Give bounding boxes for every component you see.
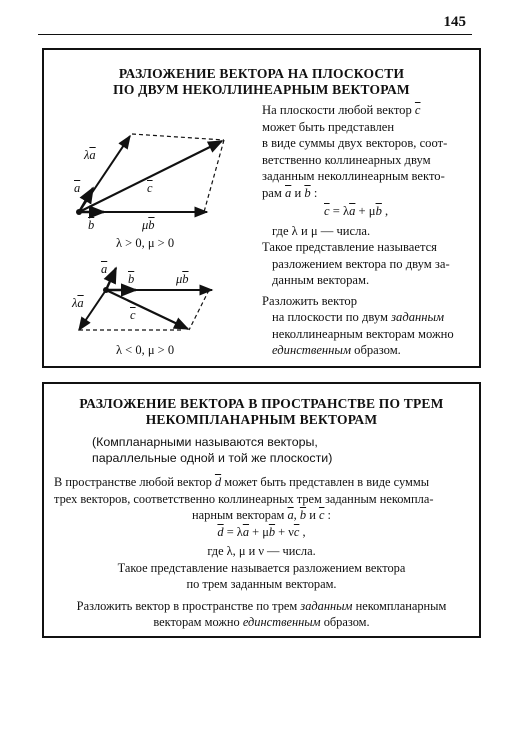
label-a-2: $\overline{a}$ [101,262,108,276]
space-decomposition-box [42,382,481,638]
origin-point-2 [103,287,109,293]
s2-repr-line-1: Такое представление называется разложением вектора [117,560,406,575]
repr-line-1: Такое представление называется [262,240,437,254]
s2-line-3: нарным векторам $\overline{a}$, $\overline{b}$ и $\overline{c}$ : [192,508,331,522]
section2-title [44,396,479,428]
decomp-line-4: единственным образом. [272,343,401,357]
page-number: 145 [443,14,466,30]
section1-title-line2: ПО ДВУМ НЕКОЛЛИНЕАРНЫМ ВЕКТОРАМ [113,82,410,97]
section1-title-line1: РАЗЛОЖЕНИЕ ВЕКТОРА НА ПЛОСКОСТИ [118,66,405,81]
label-c: $\overline{c}$ [147,181,153,195]
s2-decomp-line-2: векторам можно единственным образом. [153,615,370,629]
label-a: $\overline{a}$ [74,181,81,195]
formula-space: $\overline{d} = \lambda\overline{a} + \mu\overline{b} + \nu\overline{c}$ , [217,524,306,539]
decomp-line-2: на плоскости по двум заданным [272,310,445,324]
vector-c-2 [106,290,188,329]
dashed-right-side [204,140,224,212]
plane-decomposition-box [42,48,481,368]
caption-negative: λ < 0, μ > 0 [116,343,175,357]
note-line-1: (Компланарными называются векторы, [92,435,318,449]
text-line-6: рам $\overline{a}$ и $\overline{b}$ : [262,185,318,200]
header-rule [38,34,472,35]
label-c-2: $\overline{c}$ [130,308,136,322]
where-line-space: где λ, μ и ν — числа. [207,544,316,558]
s2-line-1: В пространстве любой вектор $\overline{d}$ может быть представлен в виде суммы [54,475,430,489]
decomp-line-3: неколлинеарным векторам можно [272,326,454,341]
section2-title-line2: НЕКОМПЛАНАРНЫМ ВЕКТОРАМ [145,412,378,427]
section2-text [54,474,469,631]
repr-line-2: разложением вектора по двум за- [272,256,450,271]
text-line-5: заданным неколлинеарным векто- [262,169,445,183]
section1-text [262,102,474,359]
text-line-1: На плоскости любой вектор $\overline{c}$ [262,103,421,117]
text-line-3: в виде суммы двух векторов, соот- [262,136,448,150]
dashed-right-side-2 [189,290,209,330]
dashed-top-side [132,134,224,140]
diagram-negative-lambda [64,262,264,352]
note-line-2: параллельные одной и той же плоскости) [92,451,333,465]
section1-title [44,66,479,98]
where-line-plane: где λ и μ — числа. [272,223,371,238]
section2-title-line1: РАЗЛОЖЕНИЕ ВЕКТОРА В ПРОСТРАНСТВЕ ПО ТРЕМ [79,396,444,411]
coplanar-note [92,434,332,466]
label-lambda-a-2: $\lambda\overline{a}$ [72,296,84,310]
text-line-4: ветственно коллинеарных двум [262,152,431,167]
formula-plane: $\overline{c} = \lambda\overline{a} + \mu\overline{b}$ , [324,204,389,218]
label-b-2: $\overline{b}$ [128,272,135,286]
decomp-line-1: Разложить вектор [262,293,358,308]
label-mu-b: $\mu\overline{b}$ [142,218,155,232]
s2-repr-line-2: по трем заданным векторам. [186,577,337,591]
text-line-2: может быть представлен [262,119,395,134]
label-b: $\overline{b}$ [88,218,95,232]
repr-line-3: данным векторам. [272,273,370,287]
s2-decomp-line-1: Разложить вектор в пространстве по трем заданным некомпланарным [76,598,447,613]
vector-c [79,141,222,212]
label-lambda-a: $\lambda\overline{a}$ [84,148,96,162]
origin-point [76,209,82,215]
label-mu-b-2: $\mu\overline{b}$ [176,272,189,286]
caption-positive: λ > 0, μ > 0 [116,236,175,250]
vector-a-2 [106,268,116,290]
s2-line-2: трех векторов, соответственно коллинеарных трем заданным некомпла- [54,491,434,506]
